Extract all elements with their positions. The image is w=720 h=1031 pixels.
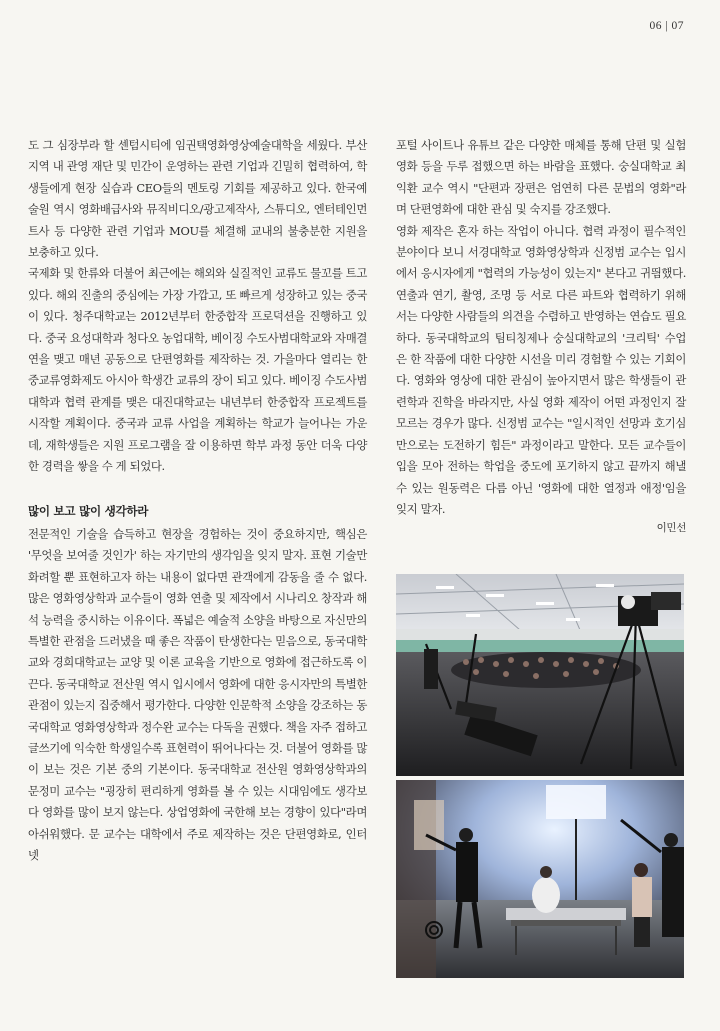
body-paragraph: 포털 사이트나 유튜브 같은 다양한 매체를 통해 단편 및 실험영화 등을 두루 접했으면 하는 바람을 표했다. 숭실대학교 최익환 교수 역시 "단편과 장편은 엄연히 다른 문법의 영화"라며 단편영화에 대한 관심 및 숙지를 강조했다. [396, 138, 686, 217]
page-number: 06 | 07 [649, 20, 684, 32]
film-shoot-photo [396, 780, 684, 978]
body-paragraph: 국제화 및 한류와 더불어 최근에는 해외와 실질적인 교류도 물꼬를 트고 있다. 해외 진출의 중심에는 가장 가깝고, 또 빠르게 성장하고 있는 중국이 있다. 청주대학교는 2012년부터 한중합작 프로덕션을 진행하고 있다. 중국 요성대학과 청다오 농업대학, 베이징 수도사범대학교와 자매결연을 맺고 매년 공동으로 단편영화를 제작하는 것. 가을마다 열리는 한중교류영화제도 아시아 학생간 교류의 장이 되고 있다. 베이징 수도사범대학과 협력 관계를 맺은 대진대학교는 내년부터 한중합작 프로젝트를 시작할 계획이다. 중국과 교류 사업을 계획하는 학교가 늘어나는 가운데, 재학생들은 지원 프로그램을 잘 이용하면 학부 과정 동안 더욱 다양한 경력을 쌓을 수 게 되었다. [28, 266, 367, 474]
section-subheading: 많이 보고 많이 생각하라 [28, 503, 149, 518]
body-paragraph: 전문적인 기술을 습득하고 현장을 경험하는 것이 중요하지만, 핵심은 '무엇을 보여줄 것인가' 하는 자기만의 생각임을 잊지 말자. 표현 기술만 화려할 뿐 표현하고자 하는 내용이 없다면 관객에게 감동을 줄 수 없다. 많은 영화영상학과 교수들이 영화 연출 및 제작에서 시나리오 창작과 해석 능력을 중시하는 이유이다. 폭넓은 예술적 소양을 바탕으로 자신만의 특별한 관점을 드러냈을 때 좋은 작품이 탄생한다는 믿음으로, 동국대학교와 경희대학교는 교양 및 이론 교육을 기반으로 영화에 접근하도록 이끈다. 동국대학교 전산원 역시 입시에서 영화에 대한 응시자만의 특별한 관점이 있는지 집중해서 평가한다. 다양한 인문학적 소양을 강조하는 동국대학교 영화영상학과 정수완 교수는 다독을 권했다. 책을 자주 접하고 글쓰기에 익숙한 학생일수록 표현력이 뛰어나다는 것. 더불어 영화를 많이 보는 것은 기본 중의 기본이다. 동국대학교 전산원 영화영상학과의 문정미 교수는 "굉장히 편리하게 영화를 볼 수 있는 시대임에도 생각보다 영화를 많이 보지 않는다. 상업영화에 국한해 보는 경향이 있다"라며 아쉬워했다. 문 교수는 대학에서 주로 제작하는 것은 단편영화로, 인터넷 [28, 526, 367, 862]
article-right-column [396, 135, 686, 536]
body-paragraph: 영화 제작은 혼자 하는 작업이 아니다. 협력 과정이 필수적인 분야이다 보니 서경대학교 영화영상학과 신정범 교수는 입시에서 응시자에게 "협력의 가능성이 있는지" 본다고 귀띔했다. 연출과 연기, 촬영, 조명 등 서로 다른 파트와 협력하기 위해서는 다양한 사람들의 의견을 수렴하고 반영하는 연습도 필요하다. 동국대학교의 팀티칭제나 숭실대학교의 '크리틱' 수업은 한 작품에 대한 다양한 시선을 미리 경험할 수 있는 기회이다. 영화와 영상에 대한 관심이 높아지면서 많은 학생들이 관련학과 진학을 바라지만, 사실 영화 제작이 어떤 과정인지 잘 모르는 경우가 많다. 신정범 교수는 "일시적인 선망과 호기심만으로는 도전하기 힘든" 과정이라고 말한다. 모든 교수들이 입을 모아 전하는 학업을 중도에 포기하지 않고 끝까지 해낼 수 있는 원동력은 다름 아닌 '영화에 대한 열정과 애정'임을 잊지 말자. [396, 223, 686, 516]
author-byline: 이민선 [656, 522, 686, 535]
lecture-hall-photo [396, 574, 684, 776]
article-left-column [28, 135, 367, 866]
body-paragraph: 도 그 심장부라 할 센텀시티에 임권택영화영상예술대학을 세웠다. 부산 지역 내 관영 재단 및 민간이 운영하는 관련 기업과 긴밀히 협력하여, 학생들에게 현장 실습과 CEO들의 멘토링 기회를 제공하고 있다. 한국예술원 역시 영화배급사와 뮤직비디오/광고제작사, 스튜디오, 엔터테인먼트사 등 다양한 관련 기업과 MOU를 체결해 교내의 불충분한 지원을 보충하고 있다. [28, 138, 367, 260]
